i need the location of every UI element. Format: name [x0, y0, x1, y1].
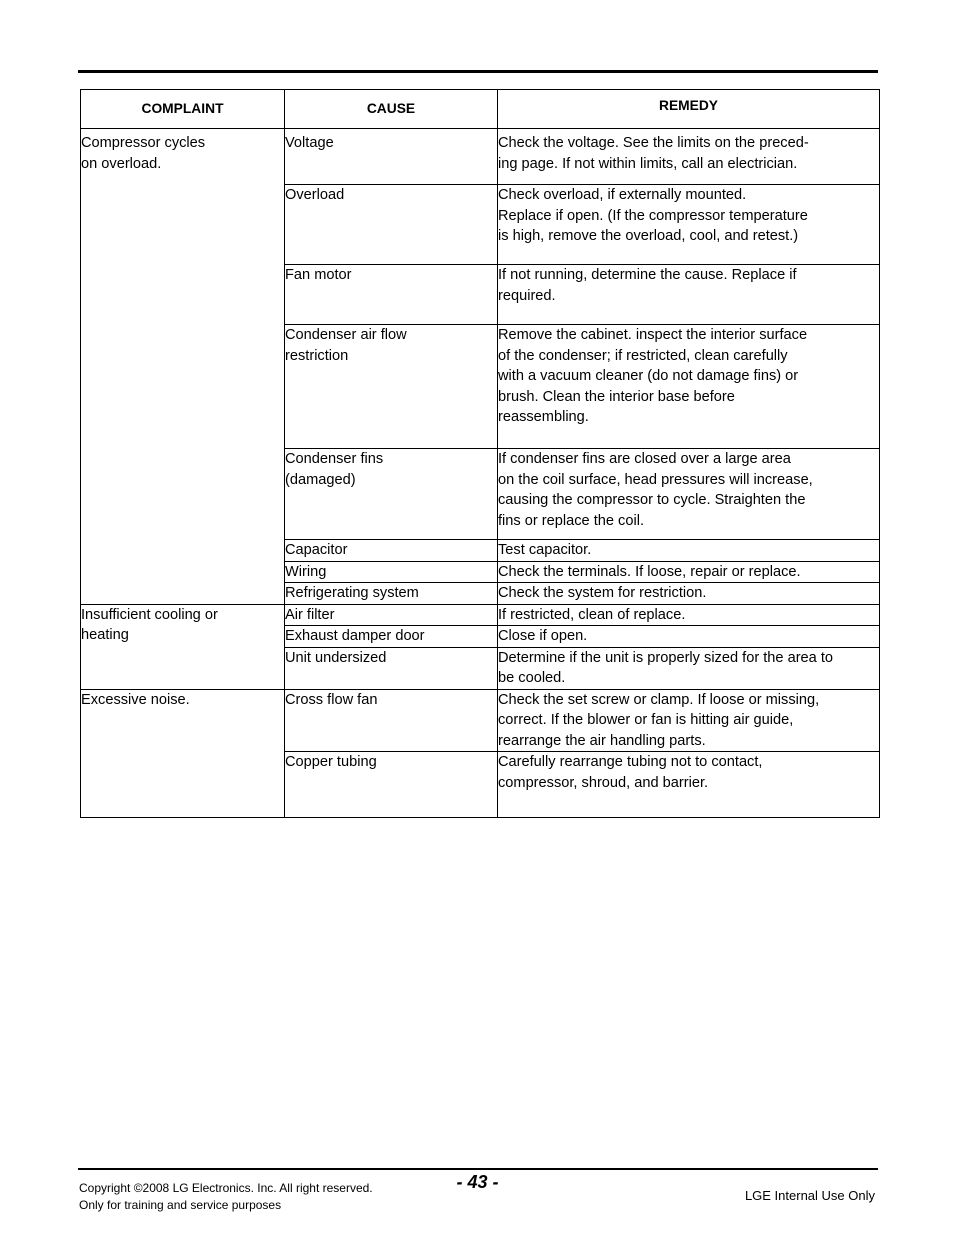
complaint-cell: Compressor cycles on overload.: [81, 129, 285, 605]
cause-cell: Exhaust damper door: [285, 626, 498, 648]
remedy-cell: Check the set screw or clamp. If loose or missing, correct. If the blower or fan is hitting air guide, rearrange the air handling parts.: [498, 689, 880, 752]
cause-cell: Wiring: [285, 561, 498, 583]
header-remedy: REMEDY: [498, 90, 880, 129]
table-row: [81, 689, 880, 752]
cause-cell: Condenser fins (damaged): [285, 449, 498, 540]
complaint-cell: Insufficient cooling or heating: [81, 604, 285, 689]
remedy-cell: Check the system for restriction.: [498, 583, 880, 605]
cause-cell: Refrigerating system: [285, 583, 498, 605]
footer-rule: [78, 1168, 878, 1170]
troubleshooting-table: [80, 89, 880, 818]
cause-cell: Unit undersized: [285, 647, 498, 689]
remedy-cell: Carefully rearrange tubing not to contact, compressor, shroud, and barrier.: [498, 752, 880, 818]
cause-cell: Voltage: [285, 129, 498, 185]
remedy-cell: Remove the cabinet. inspect the interior surface of the condenser; if restricted, clean carefully with a vacuum cleaner (do not damage fins) or brush. Clean the interior base before reassembling.: [498, 325, 880, 449]
cause-cell: Capacitor: [285, 540, 498, 562]
table-header-row: [81, 90, 880, 129]
complaint-cell: Excessive noise.: [81, 689, 285, 818]
remedy-cell: Check the terminals. If loose, repair or replace.: [498, 561, 880, 583]
cause-cell: Fan motor: [285, 265, 498, 325]
copyright-text: Copyright ©2008 LG Electronics. Inc. All right reserved. Only for training and service purposes: [79, 1181, 373, 1212]
cause-cell: Cross flow fan: [285, 689, 498, 752]
cause-cell: Condenser air flow restriction: [285, 325, 498, 449]
internal-use-label: LGE Internal Use Only: [744, 1188, 875, 1203]
remedy-cell: If condenser fins are closed over a large area on the coil surface, head pressures will increase, causing the compressor to cycle. Straighten the fins or replace the coil.: [498, 449, 880, 540]
cause-cell: Air filter: [285, 604, 498, 626]
cause-cell: Overload: [285, 185, 498, 265]
remedy-cell: Test capacitor.: [498, 540, 880, 562]
header-complaint: COMPLAINT: [81, 90, 285, 129]
remedy-cell: Close if open.: [498, 626, 880, 648]
remedy-cell: Check overload, if externally mounted. Replace if open. (If the compressor temperature is high, remove the overload, cool, and retest.): [498, 185, 880, 265]
remedy-cell: Determine if the unit is properly sized for the area to be cooled.: [498, 647, 880, 689]
remedy-cell: If restricted, clean of replace.: [498, 604, 880, 626]
page-number: - 43 -: [456, 1172, 499, 1192]
top-rule: [78, 70, 878, 73]
header-cause: CAUSE: [285, 90, 498, 129]
table-row: [81, 129, 880, 185]
remedy-cell: Check the voltage. See the limits on the preced- ing page. If not within limits, call an electrician.: [498, 129, 880, 185]
table-row: [81, 604, 880, 626]
remedy-cell: If not running, determine the cause. Replace if required.: [498, 265, 880, 325]
cause-cell: Copper tubing: [285, 752, 498, 818]
